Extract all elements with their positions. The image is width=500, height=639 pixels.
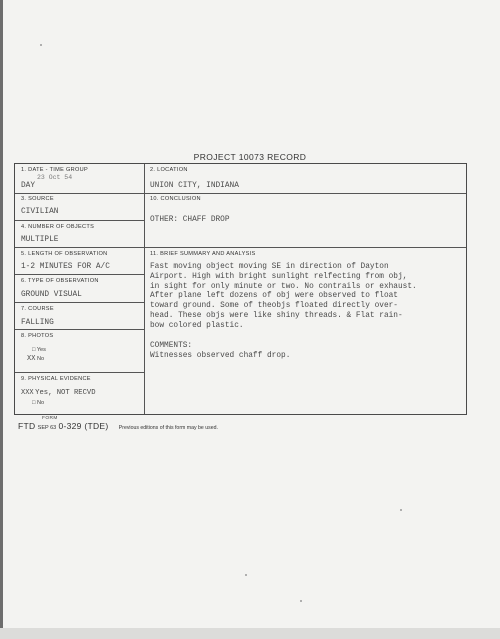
length-of-observation-label: 5. LENGTH OF OBSERVATION [21,251,108,257]
scan-speck [245,574,247,576]
conclusion-value: OTHER: CHAFF DROP [150,216,230,224]
physical-evidence-no-option: □ No [32,400,45,406]
summary-line: toward ground. Some of theobjs floated directly over- [150,302,398,311]
physical-evidence-yes-mark: XXX [21,389,34,397]
summary-line: Airport. High with bright sunlight relfecting from obj, [150,272,408,281]
length-of-observation-value: 1-2 MINUTES FOR A/C [21,263,110,271]
footer-form-word: FORM [42,416,58,421]
number-of-objects-value: MULTIPLE [21,236,59,244]
conclusion-label: 10. CONCLUSION [150,196,201,202]
photos-no-mark: XX [27,355,36,363]
type-of-observation-value: GROUND VISUAL [21,291,82,299]
row-divider [15,193,144,194]
row-divider [15,302,144,303]
date-stamp: 23 Oct 54 [37,174,73,181]
row-divider [15,274,144,275]
footer-note: Previous editions of this form may be used. [118,425,218,431]
column-divider [144,164,145,414]
row-divider [15,329,144,330]
date-time-group-value: DAY [21,182,36,190]
summary-line: head. These objs were like shiny threads. & Flat rain- [150,311,403,320]
type-of-observation-label: 6. TYPE OF OBSERVATION [21,278,99,284]
physical-evidence-no-label: No [36,400,45,406]
summary-line: Fast moving object moving SE in direction of Dayton [150,263,389,271]
course-value: FALLING [21,319,54,327]
scan-speck [400,509,402,511]
photos-label: 8. PHOTOS [21,333,54,339]
summary-label: 11. BRIEF SUMMARY AND ANALYSIS [150,251,256,257]
footer-form-code: FTD [18,421,36,431]
footer-form-date: SEP 63 [37,425,57,431]
page-title: PROJECT 10073 RECORD [193,152,307,162]
scan-speck [40,44,42,46]
record-form [14,163,467,415]
row-divider [15,372,144,373]
scan-speck [300,600,302,602]
comments-label: COMMENTS: [150,342,193,350]
photos-no-option [27,355,44,363]
summary-line: After plane left dozens of obj were observed to float [150,292,398,301]
footer-form-number: 0-329 (TDE) [58,421,109,431]
physical-evidence-label: 9. PHYSICAL EVIDENCE [21,376,91,382]
comments-value: Witnesses observed chaff drop. [150,352,291,360]
photos-yes-label: Yes [36,347,46,353]
footer-form-id [18,421,218,431]
physical-evidence-yes-option [21,389,96,397]
location-label: 2. LOCATION [150,167,188,173]
row-divider [15,220,144,221]
source-label: 3. SOURCE [21,196,54,202]
physical-evidence-yes-label: Yes, NOT RECVD [35,389,96,397]
summary-text [150,263,455,332]
summary-line: bow colored plastic. [150,321,244,330]
location-value: UNION CITY, INDIANA [150,182,239,190]
number-of-objects-label: 4. NUMBER OF OBJECTS [21,224,95,230]
row-divider [144,247,466,248]
photos-yes-option: □ Yes [32,347,46,353]
date-time-group-label: 1. DATE - TIME GROUP [21,167,89,173]
row-divider [15,247,144,248]
photos-no-label: No [36,356,45,362]
scan-bottom-edge [0,628,500,639]
row-divider [144,193,466,194]
source-value: CIVILIAN [21,208,59,216]
summary-line: in sight for only minute or two. No contrails or exhaust. [150,282,417,291]
scan-left-edge [0,0,3,639]
course-label: 7. COURSE [21,306,54,312]
